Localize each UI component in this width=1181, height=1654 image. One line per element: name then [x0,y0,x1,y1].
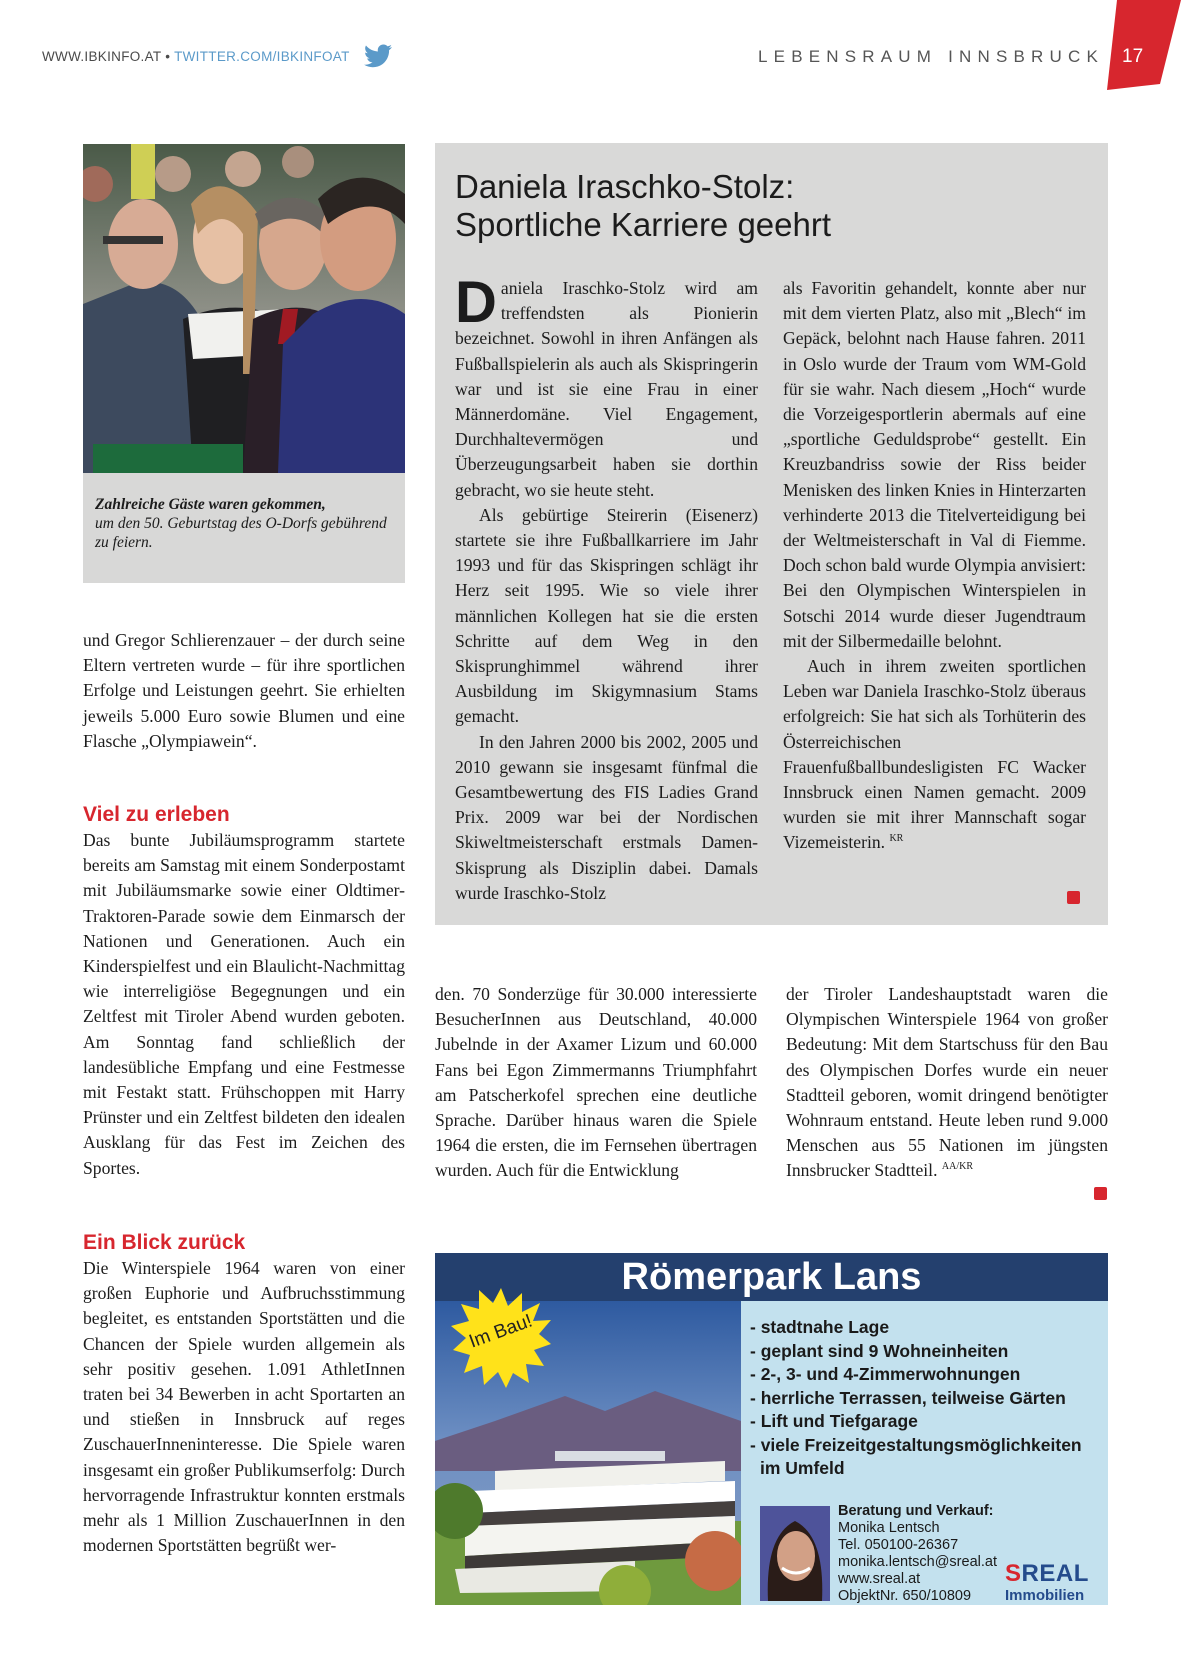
intro-paragraph: und Gregor Schlierenzauer – der durch seine Eltern vertreten wurde – für ihre sportlichen Erfolge und Leistungen geehrt. Sie erhielten jeweils 5.000 Euro sowie Blumen und eine Flasche „Olympiawein“. [83,630,405,751]
feature-column-2 [783,276,1086,856]
website-link[interactable]: WWW.IBKINFO.AT [42,49,162,64]
ad-feature-item: - viele Freizeitgestaltungsmöglichkeiten [750,1434,1082,1455]
twitter-link[interactable]: TWITTER.COM/IBKINFOAT [174,49,350,64]
twitter-bird-icon[interactable] [364,44,392,68]
left-column-intro [83,628,405,754]
contact-phone[interactable]: Tel. 050100-26367 [838,1537,959,1553]
feature-box [435,143,1108,925]
ad-feature-item: - herrliche Terrassen, teilweise Gärten [750,1387,1066,1408]
contact-heading: Beratung und Verkauf: [838,1503,994,1519]
author-initials: KR [889,833,904,845]
feature-paragraph-5: Auch in ihrem zweiten sportlichen Leben war Daniela Iraschko-Stolz überaus erfolgreich: Sie hat sich als Torhüterin des Österreichischen Frauenfußballbundesligisten FC Wacker Innsbruck einen Namen gemacht. 2009 wurden sie mit ihrer Mannschaft sogar Vizemeisterin. [783,656,1086,853]
separator: • [161,49,175,64]
ad-feature-item: - stadtnahe Lage [750,1317,890,1337]
page-number: 17 [1122,46,1144,67]
drop-cap: D [455,270,497,335]
sreal-logo-text: REAL [1021,1560,1089,1587]
paragraph-viel-zu-erleben: Das bunte Jubiläumsprogramm startete bereits am Samstag mit einem Sonderpostamt mit Jubiläumsmarke sowie einer Oldtimer-Traktoren-Parade sowie dem Einmarsch der Nationen und Generationen. Auch ein Kinderspielfest und ein Blaulicht-Nachmittag wie interreligiöse Begegnungen und ein Zeltfest mit Tiroler Abend wurden geboten. Am Sonntag fand schließlich der landesübliche Empfang und eine Festmesse mit Festakt statt. Frühschoppen mit Harry Prünster und ein Zeltfest bildeten den idealen Ausklang für das Fest im Zeichen des Sportes. [83,830,406,1178]
photo-caption-box [83,473,405,583]
middle-paragraph: den. 70 Sonderzüge für 30.000 interessierte BesucherInnen aus Deutschland, 40.000 Jubelnde in der Axamer Lizum und 60.000 Fans bei Egon Zimmermanns Triumphfahrt am Patscherkofel sprechen eine deutliche Sprache. Darüber hinaus waren die Spiele 1964 die ersten, die im Fernsehen übertragen wurden. Auch für die Entwicklung [435,984,757,1181]
contact-object-number: ObjektNr. 650/10809 [838,1588,972,1604]
contact-photo-image [760,1506,830,1601]
caption-bold: Zahlreiche Gäste waren gekommen, [95,496,326,513]
ad-feature-item: im Umfeld [760,1458,845,1478]
starburst-badge-text: Im Bau! [466,1310,536,1353]
subheading-ein-blick-zurueck: Ein Blick zurück [83,1231,246,1254]
contact-website[interactable]: www.sreal.at [838,1571,921,1587]
section-viel-zu-erleben [83,802,405,1181]
contact-avatar [760,1506,830,1601]
ad-feature-list [750,1316,1082,1481]
section-ein-blick-zurueck [83,1230,405,1558]
caption-text: um den 50. Geburtstag des O-Dorfs gebührend zu feiern. [95,515,387,551]
end-square-icon [1094,1187,1107,1200]
guests-photo-image [83,144,405,473]
feature-paragraph-2: Als gebürtige Steirerin (Eisenerz) startete sie ihre Fußballkarriere im Jahr 1993 und für das Skispringen schlägt ihr Herz seit 1995. Wie so viele ihrer männlichen Kollegen hat sie die ersten Schritte auf dem Weg in den Skisprunghimmel während ihrer Ausbildung im Skigymnasium Stams gemacht. [455,504,758,727]
right-paragraph: der Tiroler Landeshauptstadt waren die Olympischen Winterspiele 1964 von großer Bedeutung: Mit dem Startschuss für den Bau des Olympischen Dorfes wurde ein neuer Stadtteil geboren, womit dringend benötigter Wohnraum entstand. Heute leben rund 9.000 Menschen aus 55 Nationen im jüngsten Innsbrucker Stadtteil. [786,984,1108,1181]
right-column [786,982,1108,1184]
middle-column [435,982,757,1184]
feature-title-line2: Sportliche Karriere geehrt [455,206,832,243]
ad-contact-block [750,1501,1090,1604]
advertisement[interactable] [435,1253,1108,1605]
paragraph-ein-blick-zurueck: Die Winterspiele 1964 waren von einer großen Euphorie und Aufbruchsstimmung begleitet, es entstanden Sportstätten und die Chancen der Spiele wurden allgemein als sehr positiv gesehen. 1.091 AthletInnen traten bei 34 Bewerben in acht Sportarten an und stießen in Innsbruck auf reges ZuschauerInneninteresse. Die Spiele waren insgesamt ein großer Publikumserfolg: Durch hervorragende Infrastruktur konnten erstmals mehr als 1 Million ZuschauerInnen in den modernen Sportstätten begrüßt wer- [83,1258,405,1556]
feature-title [455,168,831,244]
contact-name: Monika Lentsch [838,1520,940,1536]
ad-feature-item: - 2-, 3- und 4-Zimmerwohnungen [750,1364,1021,1384]
subheading-viel-zu-erleben: Viel zu erleben [83,803,230,826]
section-title: LEBENSRAUM INNSBRUCK [758,47,1104,66]
sreal-s-icon: S [1005,1560,1022,1587]
end-square-icon [1067,891,1080,904]
feature-paragraph-3: In den Jahren 2000 bis 2002, 2005 und 2010 gewann sie insgesamt fünfmal die Gesamtbewertung des FIS Ladies Grand Prix. 2009 war bei der Nordischen Skiweltmeisterschaft erstmals Damen-Skisprung als Disziplin dabei. Damals wurde Iraschko-Stolz [455,731,758,903]
event-photo [83,144,405,473]
ad-title: Römerpark Lans [621,1256,922,1298]
feature-paragraph-4: als Favoritin gehandelt, konnte aber nur mit dem vierten Platz, also mit „Blech“ im Gepäck, belohnt nach Hause fahren. 2011 in Oslo wurde der Traum vom WM-Gold für sie wahr. Nach diesem „Hoch“ wurde die Vorzeigesportlerin abermals auf eine „sportliche Geduldsprobe“ gestellt. Ein Kreuzbandriss sowie der Riss beider Menisken des linken Knies in Hinterzarten verhinderte 2013 die Titelverteidigung bei der Weltmeisterschaft in Val di Fiemme. Doch schon bald wurde Olympia anvisiert: Bei den Olympischen Winterspielen in Sotschi 2014 wurde dieser Jugendtraum mit der Silbermedaille belohnt. [783,278,1086,651]
ad-feature-item: - geplant sind 9 Wohneinheiten [750,1340,1009,1361]
feature-paragraph-1: aniela Iraschko-Stolz wird am treffendsten als Pionierin bezeichnet. Sowohl in ihren Anfängen als Fußballspielerin als auch als Skispringerin war und ist sie eine Frau in einer Männerdomäne. Viel Engagement, Durchhaltevermögen und Überzeugungsarbeit haben sie dorthin gebracht, wo sie heute steht. [455,278,758,500]
feature-column-1 [455,270,758,906]
header-links [42,49,350,64]
ad-feature-item: - Lift und Tiefgarage [750,1411,918,1431]
contact-email[interactable]: monika.lentsch@sreal.at [838,1554,997,1570]
photo-caption [95,495,395,552]
sreal-logo [1005,1561,1089,1605]
author-initials: AA/KR [941,1161,973,1173]
sreal-logo-sub: Immobilien [1005,1587,1085,1604]
feature-title-line1: Daniela Iraschko-Stolz: [455,168,795,205]
contact-details [838,1503,997,1605]
page-number-tab [1105,0,1181,90]
